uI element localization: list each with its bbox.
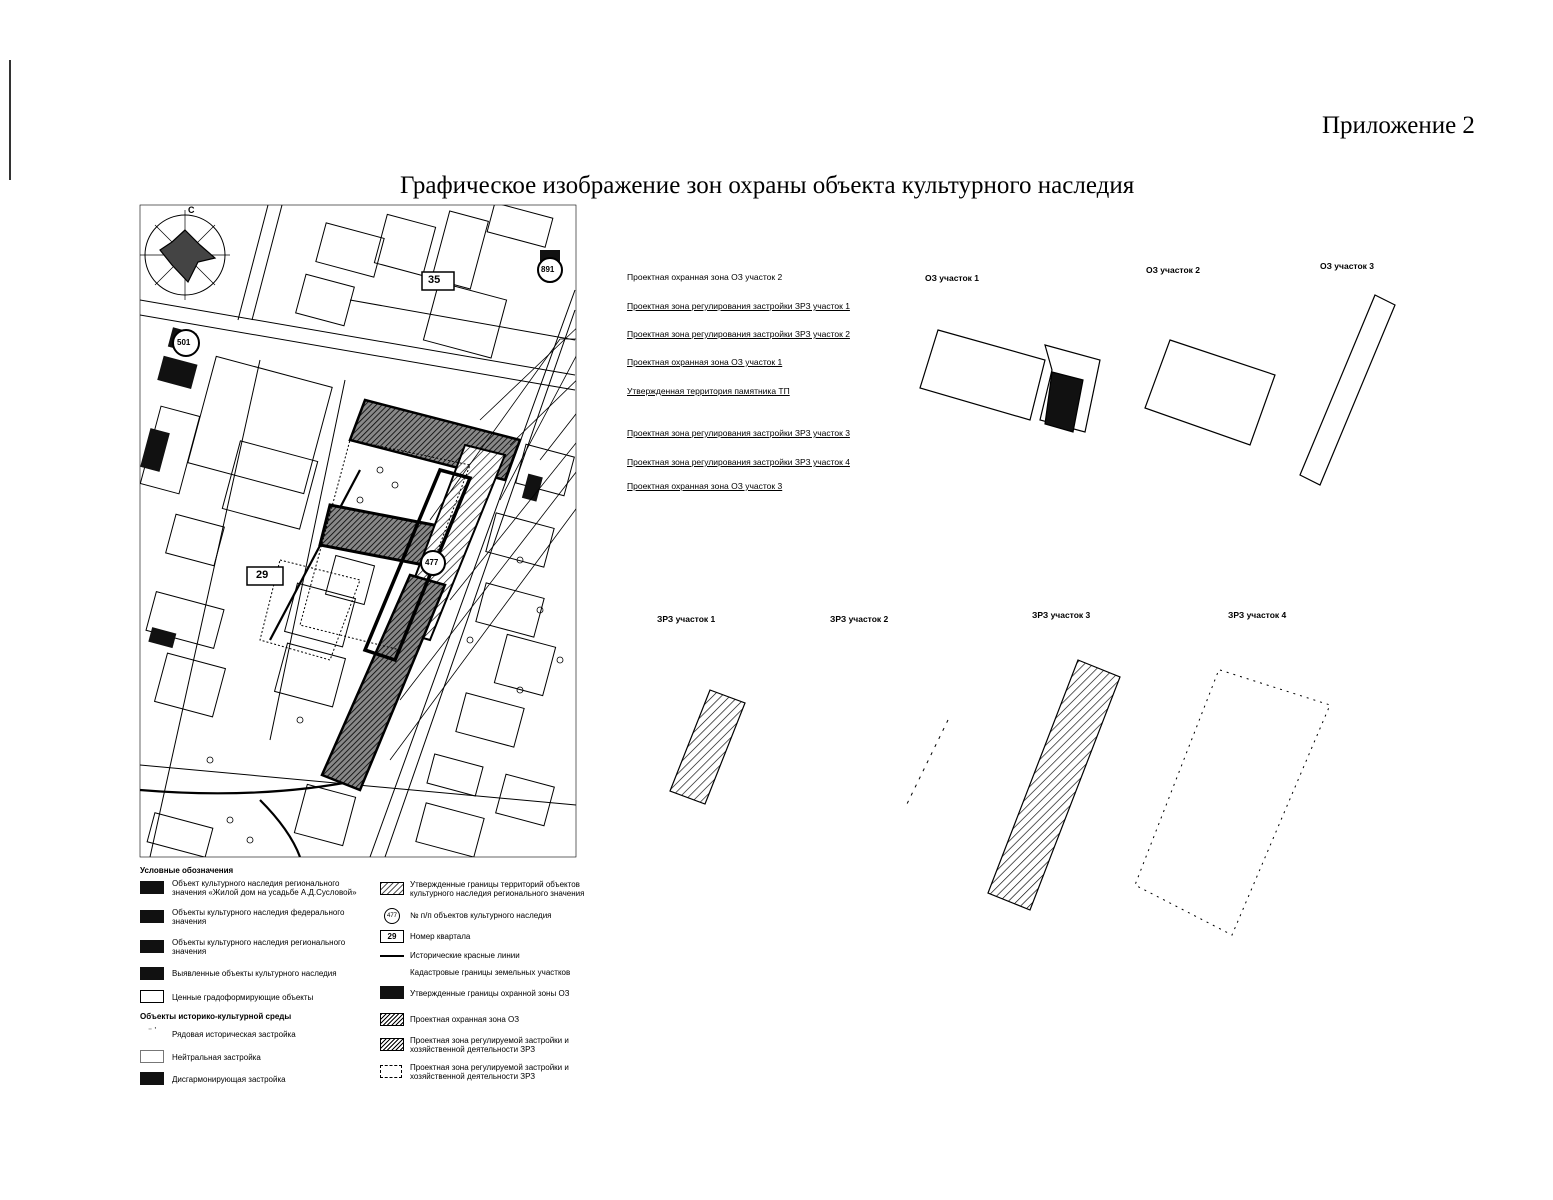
legend-swatch-identified: [140, 967, 164, 980]
legend-swatch-disharmonious: [140, 1072, 164, 1085]
legend-object-number: № п/п объектов культурного наследия: [410, 911, 552, 920]
callout-zrz-plot-4: Проектная зона регулирования застройки ЗРЗ участок 4: [627, 457, 850, 467]
legend-disharmonious: Дисгармонирующая застройка: [172, 1075, 286, 1084]
callout-zrz-plot-2: Проектная зона регулирования застройки ЗРЗ участок 2: [627, 329, 850, 339]
oz-plot-3-label: ОЗ участок 3: [1320, 261, 1375, 271]
legend-swatch-ordinary: ⁻ ': [148, 1026, 156, 1035]
legend-environment-heading: Объекты историко-культурной среды: [140, 1012, 292, 1021]
quarter-label-29: 29: [256, 569, 269, 581]
legend-quarter: Номер квартала: [410, 932, 471, 941]
zrz-plot-4-drawing: [1135, 670, 1330, 935]
legend-swatch-neutral: [140, 1050, 164, 1063]
object-number-501: 501: [177, 338, 191, 347]
legend-swatch-red-lines: [380, 955, 404, 957]
map-legend: [140, 866, 610, 1096]
legend-swatch-regional: [140, 940, 164, 953]
oz-plot-2-drawing: [1145, 340, 1275, 445]
page-title: Графическое изображение зон охраны объекта культурного наследия: [400, 172, 1135, 199]
zrz-plot-3-drawing: [988, 660, 1120, 910]
zrz-plot-4-label: ЗРЗ участок 4: [1228, 610, 1287, 620]
callout-zrz-plot-1: Проектная зона регулирования застройки ЗРЗ участок 1: [627, 301, 850, 311]
callout-oz-plot-1: Проектная охранная зона ОЗ участок 1: [627, 357, 783, 367]
object-number-477: 477: [425, 558, 439, 567]
legend-project-zrz: Проектная зона регулируемой застройки и хозяйственной деятельности ЗРЗ: [410, 1036, 569, 1054]
legend-swatch-quarter: 29: [380, 930, 404, 943]
legend-swatch-project-zrz-dashed: [380, 1065, 402, 1078]
callout-approved-territory: Утвержденная территория памятника ТП: [627, 386, 790, 396]
legend-swatch-valuable: [140, 990, 164, 1003]
legend-swatch-federal: [140, 910, 164, 923]
quarter-label-35: 35: [428, 274, 441, 286]
object-number-891: 891: [541, 265, 555, 274]
legend-swatch-object-number: 477: [384, 908, 400, 924]
legend-cadastral: Кадастровые границы земельных участков: [410, 968, 571, 977]
compass-north-label: С: [188, 205, 195, 215]
legend-ordinary: Рядовая историческая застройка: [172, 1030, 296, 1039]
legend-swatch-approved-territory: [380, 882, 404, 895]
legend-red-lines: Исторические красные линии: [410, 951, 520, 960]
legend-swatch-project-oz: [380, 1013, 404, 1026]
legend-neutral: Нейтральная застройка: [172, 1053, 261, 1062]
zrz-plot-1-label: ЗРЗ участок 1: [657, 614, 716, 624]
zrz-plot-2-label: ЗРЗ участок 2: [830, 614, 889, 624]
callout-oz-plot-3: Проектная охранная зона ОЗ участок 3: [627, 481, 783, 491]
legend-identified: Выявленные объекты культурного наследия: [172, 969, 337, 978]
legend-approved-territory: Утвержденные границы территорий объектов культурного наследия регионального значения: [410, 880, 585, 898]
legend-main-object: Объект культурного наследия регионального значения «Жилой дом на усадьбе А.Д.Сусловой»: [172, 879, 357, 897]
appendix-label: Приложение 2: [1322, 112, 1475, 139]
legend-project-zrz-dashed: Проектная зона регулируемой застройки и хозяйственной деятельности ЗРЗ: [410, 1063, 569, 1081]
legend-title: Условные обозначения: [140, 866, 234, 875]
legend-regional: Объекты культурного наследия регионального значения: [172, 938, 346, 956]
oz-plot-1-drawing: [920, 330, 1100, 432]
oz-plot-3-drawing: [1300, 295, 1395, 485]
zrz-plot-1-drawing: [670, 690, 745, 804]
legend-swatch-project-zrz: [380, 1038, 404, 1051]
oz-plot-2-label: ОЗ участок 2: [1146, 265, 1201, 275]
zrz-plot-3-label: ЗРЗ участок 3: [1032, 610, 1091, 620]
zrz-plot-2-drawing: [905, 720, 948, 808]
legend-swatch-main-object: [140, 881, 164, 894]
legend-swatch-approved-oz: [380, 986, 404, 999]
legend-project-oz: Проектная охранная зона ОЗ: [410, 1015, 520, 1024]
legend-approved-oz: Утвержденные границы охранной зоны ОЗ: [410, 989, 570, 998]
legend-federal: Объекты культурного наследия федерального значения: [172, 908, 345, 926]
callout-oz-plot-2: Проектная охранная зона ОЗ участок 2: [627, 272, 783, 282]
callout-zrz-plot-3: Проектная зона регулирования застройки ЗРЗ участок 3: [627, 428, 850, 438]
legend-valuable: Ценные градоформирующие объекты: [172, 993, 314, 1002]
oz-plot-1-label: ОЗ участок 1: [925, 273, 980, 283]
